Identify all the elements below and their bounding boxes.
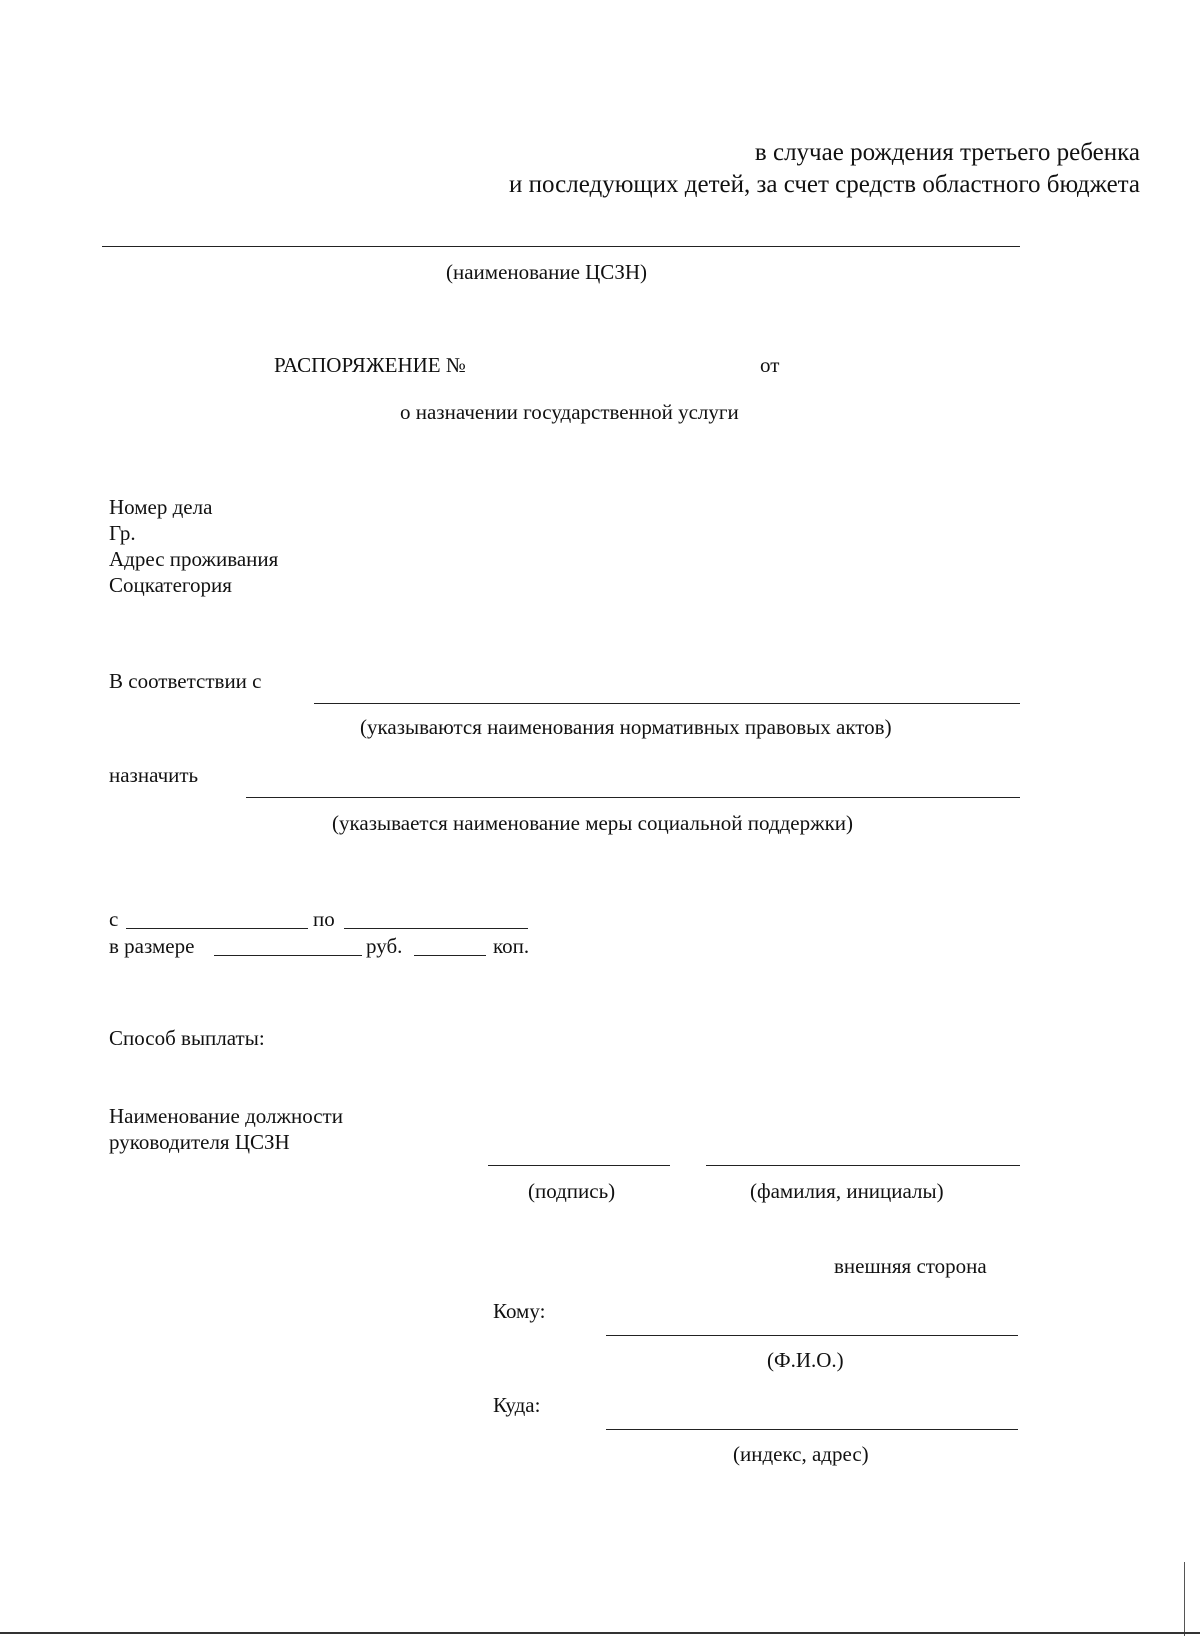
scan-edge-bottom [0, 1632, 1200, 1634]
period-from-line [126, 928, 308, 929]
org-name-caption: (наименование ЦСЗН) [446, 260, 647, 284]
signature-line [488, 1165, 670, 1166]
destination-field-line [606, 1429, 1018, 1430]
signature-caption: (подпись) [528, 1179, 616, 1203]
kop-label: коп. [493, 934, 530, 958]
recipient-caption: (Ф.И.О.) [767, 1348, 844, 1372]
recipient-label: Кому: [493, 1299, 546, 1323]
recipient-field-line [606, 1335, 1018, 1336]
destination-label: Куда: [493, 1393, 541, 1417]
accordance-label: В соответствии с [109, 669, 262, 693]
scan-edge-right [1184, 1562, 1185, 1636]
rub-label: руб. [366, 934, 403, 958]
citizen-label: Гр. [109, 521, 136, 545]
case-number-label: Номер дела [109, 495, 213, 519]
social-category-label: Соцкатегория [109, 573, 232, 597]
name-initials-line [706, 1165, 1020, 1166]
destination-caption: (индекс, адрес) [733, 1442, 869, 1466]
amount-kop-line [414, 955, 486, 956]
order-title: РАСПОРЯЖЕНИЕ № [274, 353, 466, 377]
org-name-line [102, 246, 1020, 247]
accordance-caption: (указываются наименования нормативных правовых актов) [360, 715, 892, 739]
period-from-label: с [109, 907, 119, 931]
assign-field-line [246, 797, 1020, 798]
position-title-line-1: Наименование должности [109, 1104, 343, 1128]
address-label: Адрес проживания [109, 547, 279, 571]
amount-label: в размере [109, 934, 195, 958]
amount-rub-line [214, 955, 362, 956]
assign-label: назначить [109, 763, 199, 787]
header-line-1: в случае рождения третьего ребенка [754, 139, 1140, 166]
assign-caption: (указывается наименование меры социальной поддержки) [332, 811, 854, 835]
header-line-2: и последующих детей, за счет средств областного бюджета [509, 171, 1140, 198]
payment-method-label: Способ выплаты: [109, 1026, 265, 1050]
position-title-line-2: руководителя ЦСЗН [109, 1130, 290, 1154]
accordance-field-line [314, 703, 1020, 704]
order-from-label: от [760, 353, 780, 377]
period-to-label: по [313, 907, 335, 931]
order-subject: о назначении государственной услуги [400, 400, 739, 424]
name-initials-caption: (фамилия, инициалы) [750, 1179, 944, 1203]
outer-side-label: внешняя сторона [834, 1254, 987, 1278]
period-to-line [344, 928, 528, 929]
